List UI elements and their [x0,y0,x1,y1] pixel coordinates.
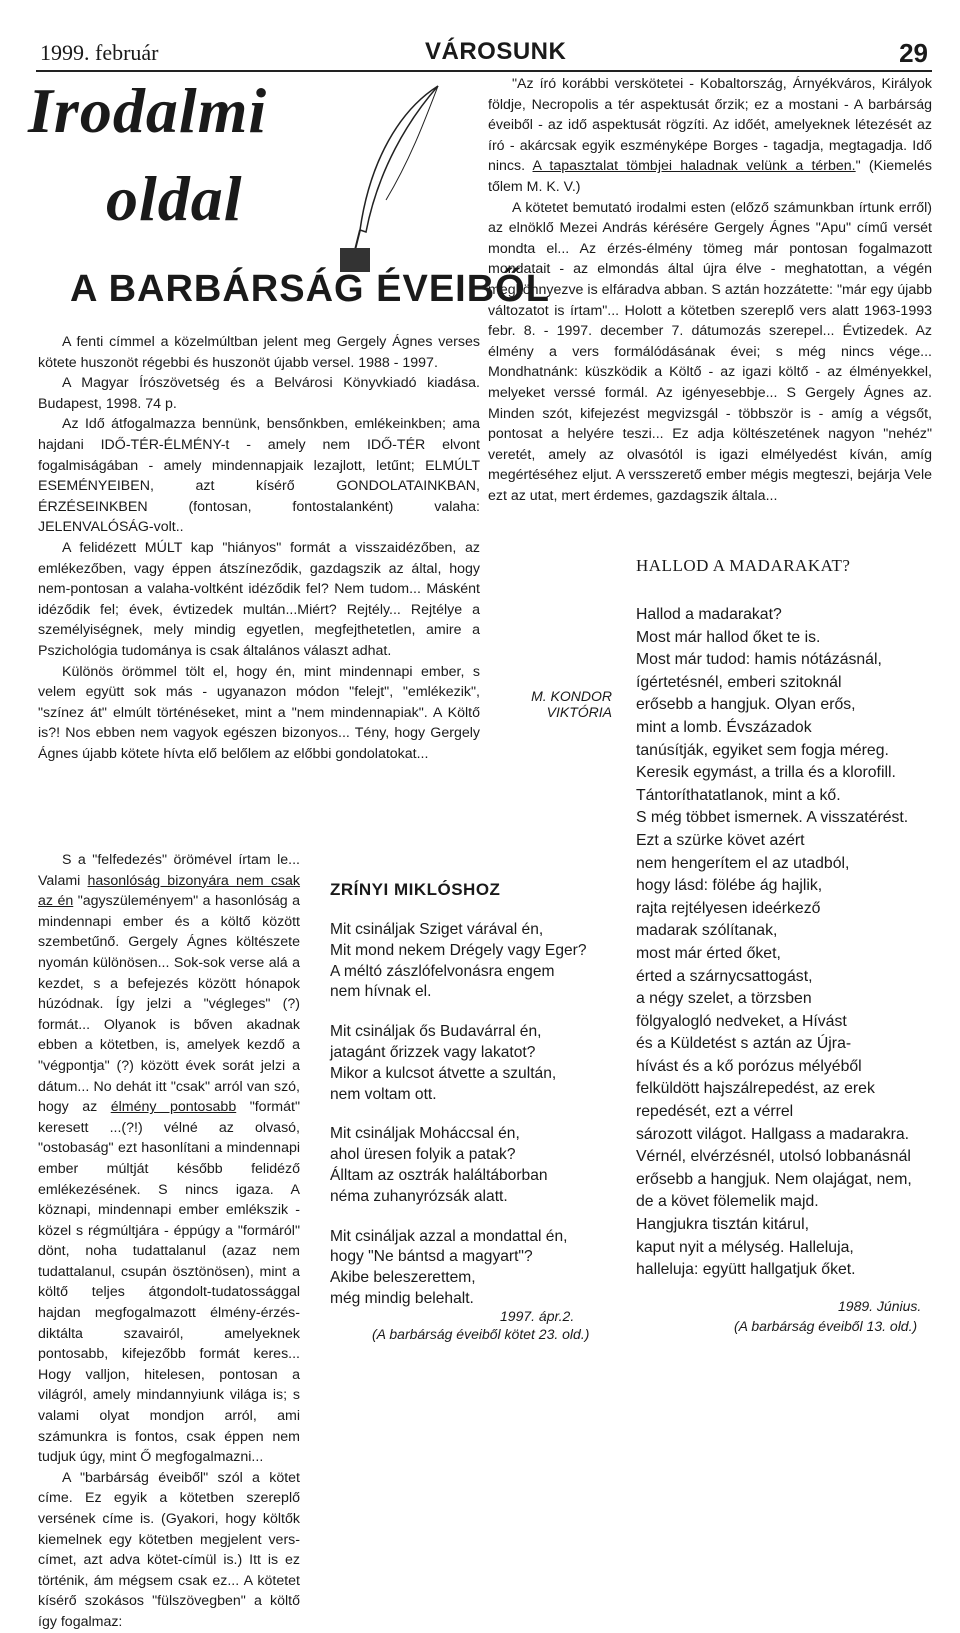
poem-line: Mit csináljak Moháccsal én, [330,1125,520,1143]
poem-line: erősebb a hangjuk. Nem olajágat, nem, [636,1170,912,1188]
poem-line: Hangjukra tisztán kitárul, [636,1216,809,1234]
poem-line: rajta rejtélyesen ideérkező [636,899,821,917]
poem-line: tanúsítják, egyiket sem fogja méreg. [636,741,889,759]
poem-line: Mit mond nekem Drégely vagy Eger? [330,941,587,959]
poem-1-stanza [330,1124,620,1207]
poem-line: és a Küldetést s aztán az Újra- [636,1035,852,1053]
quote-text-a: "Az író korábbi verskötetei - Kobaltország, Árnyékváros, Királyok földje, Necropolis a tér aspektusát őrzik; ez a mostani - A barbárság éveiből - az idő aspektusát rögzíti. Az időét, amelyeknek létezését az író - akárcsak egyik eszményképe Borges - tagadja, megtagadja. Idő nincs. [488,76,932,175]
poem-line: Keresik egymást, a trilla és a klorofill. [636,764,896,782]
paragraph-6-text-c: "formát" keresett ...(?!) vélné az olvasó, "ostobaság" ezt hasonlítani a mindennapi ember múltját később felidéző emlékezésének. S nincs igaza. A köznapi, mindennapi ember emlékszik - közel s régmúltjára - éppúgy a "formáról" dönt, noha tudattalanul (azaz nem tudattalanul, csupán ösztönösen), mint a költő teljes átgondolt-tudatossággal hajdan megfogalmazott élmény-érzés-diktálta szavairól, amelyeknek pontosabb, kifejezőbb formát keres... Hogy valljon, hitelesen, pontosan a világról, amely mindannyiunk világa is; s valami olyat mondjon arról, ami számunkra is fontos, csak éppen nem tudjuk úgy, mint Ő megfogalmazni... [38,1099,300,1466]
article-left-column [38,332,480,764]
poem-2-body [636,604,936,1282]
poem-line: hívást és a kő porózus mélyéből [636,1057,862,1075]
poem-line: Akibe beleszerettem, [330,1269,476,1287]
poem-line: hogy "Ne bántsd a magyart"? [330,1248,533,1266]
poem-line: érted a szárnycsattogást, [636,967,813,985]
poem-line: mint a lomb. Évszázadok [636,718,812,736]
article-paragraph-4: A felidézett MÚLT kap "hiányos" formát a visszaidézőben, az emlékezőben, vagy éppen átszíneződik, gazdagszik az által, hogy nem-pontosan a valaha-voltként idéződik fel? Nem tudom... Másként idéződik fel; évek, évtizedek multán...Miért? Rejtély... Rejtélye a személyiségnek, mely mindig egyetlen, megfejthetetlen, amire a Pszichológia tudománya is csak általános választ adhat. [38,539,480,659]
header-divider [36,70,932,72]
poem-line: Ezt a szürke követ azért [636,831,805,849]
poem-line: Most már hallod őket te is. [636,628,821,646]
poem-1-stanza [330,1022,620,1105]
poem-line: Mit csináljak azzal a mondattal én, [330,1227,568,1245]
paragraph-6-underline-2: élmény pontosabb [110,1099,237,1116]
poem-line: Mikor a kulcsot átvette a szultán, [330,1064,557,1082]
poem-line: nem voltam ott. [330,1085,437,1103]
poem-line: A méltó zászlófelvonásra engem [330,962,555,980]
newspaper-name: VÁROSUNK [425,38,567,65]
poem-2-title: HALLOD A MADARAKAT? [636,556,851,575]
article-paragraph-2: A Magyar Írószövetség és a Belvárosi Könyvkiadó kiadása. Budapest, 1998. 74 p. [38,375,480,412]
poem-1-stanza [330,1227,620,1310]
poem-line: Vérnél, elvérzésnél, utolsó lobbanásnál [636,1148,911,1166]
poem-line: sározott világot. Hallgass a madarakra. [636,1125,910,1143]
author-signature: M. KONDOR VIKTÓRIA [531,688,612,720]
article-right-column [488,74,932,506]
poem-1-date: 1997. ápr.2. [500,1308,575,1324]
poem-line: hogy lásd: fölébe ág hajlik, [636,877,823,895]
issue-date: 1999. február [40,40,159,65]
article-paragraph-3: Az Idő átfogalmazza bennünk, bensőnkben, emlékeinkben; ama hajdani IDŐ-TÉR-ÉLMÉNY-t - amely nem IDŐ-TÉR elvont fogalmiságában - amely mindennapjaik lezajlott, letűnt; ELMÚLT ESEMÉNYEIBEN, azt kísérő GONDOLATAINKBAN, ÉRZÉSEINKBEN (fontosan, fontostalanként) valaha: JELENVALÓSÁG-volt.. [38,416,480,536]
poem-1-source: (A barbárság éveiből kötet 23. old.) [372,1326,590,1342]
poem-line: nem hívnak el. [330,983,432,1001]
poem-line: de a követ fölemelik majd. [636,1193,819,1211]
masthead-line-2: oldal [106,163,243,234]
poem-line: a négy szelet, a törzsben [636,990,812,1008]
poem-line: Most már tudod: hamis nótázásnál, [636,651,882,669]
poem-line: most már érted őket, [636,944,781,962]
article-left-narrow-column [38,850,300,1633]
quill-illustration-icon [330,80,450,280]
poem-line: S még többet ismernek. A visszatérést. [636,809,909,827]
poem-line: Tántoríthatatlanok, mint a kő. [636,786,841,804]
page-number: 29 [899,38,928,68]
poem-1-stanza [330,920,620,1003]
quote-underline: A tapasztalat tömbjei haladnak velünk a térben. [532,158,856,175]
poem-line: Mit csináljak ős Budavárral én, [330,1023,542,1041]
paragraph-6-underline-1: hasonlóság bizonyára nem csak az én [38,872,301,910]
poem-line: madarak szólítanak, [636,922,778,940]
poem-line: Álltam az osztrák haláltáborban [330,1166,548,1184]
poem-1-body [330,920,620,1329]
article-paragraph-8: A kötetet bemutató irodalmi esten (előző számunkban írtunk erről) az elnöklő Mezei András kérésére Gergely Ágnes "Apu" című versét mondta el... Az érzés-élmény tömeg már pontosan fogalmazott mondatait - az elmondás által újra élve - meghatottan, a végén megkönnyezve is elfáradva abban. S aztán hozzátette: "már egy újabb változatot is írtam"... Holott a kötetben szereplő vers alatt 1963-1993 febr. 8. - 1997. december 7. dátumozás szerepel... Évtizedek. Az élmény a vers formálódásának évei; s még nincs vége... Mondhatnánk: küszködik a Költő - az igazi költő - az élményekkel, melyeket verssé formál. Az igényesebbje... S Gergely Ágnes az. Minden szót, kifejezést megvizsgál - többször is - amíg a végsőt, pontosat a helyére teszi... Ez adja költészetének nagyon "nehéz" veretét, amely az olvasótól is igazi elmélyedést kíván, amíg megértéséhez eljut. A versszerető ember mégis megteszi, bejárja Vele ezt az utat, mert érdemes, gazdagszik általa... [488,199,932,504]
poem-2-date: 1989. Június. [838,1298,922,1314]
paragraph-6-text-a: S a "felfedezés" örömével írtam le... Valami [38,852,300,889]
poem-line: halleluja: együtt hallgatjuk őket. [636,1261,856,1279]
paragraph-6-text-b: "agyszüleményem" a hasonlóság a mindennapi ember és a költő között szembetűnő. Gergely Ágnes költészete nyomán különösen... Sok-sok verse alá a kezdet, s a befejezés között hónapok húzódnak. Így jelzi a "végleges" (?) formát... Olyanok is bőven akadnak ebben a kötetben, is, amelyek kezdő a "végpontja" (?) között évek sorát jelzi a dátum... No dehát itt "csak" arról van szó, hogy az [38,893,300,1116]
poem-line: ahol üresen folyik a patak? [330,1146,516,1164]
poem-line: nem hengerítem el az utadból, [636,854,850,872]
article-quote [488,74,932,198]
poem-line: néma zuhanyrózsák alatt. [330,1187,508,1205]
poem-line: kaput nyit a mélység. Halleluja, [636,1238,854,1256]
poem-line: Mit csináljak Sziget várával én, [330,921,544,938]
article-title: A BARBÁRSÁG ÉVEIBŐL [70,268,550,310]
article-paragraph-1: A fenti címmel a közelmúltban jelent meg Gergely Ágnes verses kötete huszonöt régebbi és huszonöt újabb versel. 1988 - 1997. [38,334,480,371]
article-paragraph-7: A "barbárság éveiből" szól a kötet címe. Ez egyik a kötetben szereplő versének címe is. (Gyakori, hogy költők kiemelnek egy kötetben megjelent vers-címet, azt adva kötet-címül is.) Itt is ez történik, ám mégsem csak ez... A kötetet kísérő szokásos "fülszövegben" a költő így fogalmaz: [38,1469,300,1630]
poem-line: ígértetésnél, emberi szitoknál [636,673,842,691]
poem-2-source: (A barbárság éveiből 13. old.) [734,1318,918,1334]
masthead-line-1: Irodalmi [28,75,268,146]
poem-line: felküldött hajszálrepedést, az erek [636,1080,875,1098]
poem-line: még mindig belehalt. [330,1289,474,1307]
poem-line: repedését, ezt a vérrel [636,1103,794,1121]
article-paragraph-6 [38,850,300,1468]
poem-line: jatagánt őrizzek vagy lakatot? [330,1043,536,1061]
article-paragraph-5: Különös örömmel tölt el, hogy én, mint mindennapi ember, s velem együtt sok más - ugyanazon módon "felejt", "emlékezik", "színez át" elmúlt történéseket, mint a "nem mindennapiak". A Költő is?! Nos ebben nem vagyok egészen bizonyos... Tény, hogy Gergely Ágnes újabb kötete hívta elő belőlem az előbbi gondolatokat... [38,663,480,762]
poem-line: erősebb a hangjuk. Olyan erős, [636,696,856,714]
quote-text-b: " (Kiemelés tőlem M. K. V.) [488,158,932,195]
poem-1-title: ZRÍNYI MIKLÓSHOZ [330,880,501,899]
poem-line: fölgyalogló nedveket, a Hívást [636,1012,847,1030]
poem-line: Hallod a madarakat? [636,606,782,623]
